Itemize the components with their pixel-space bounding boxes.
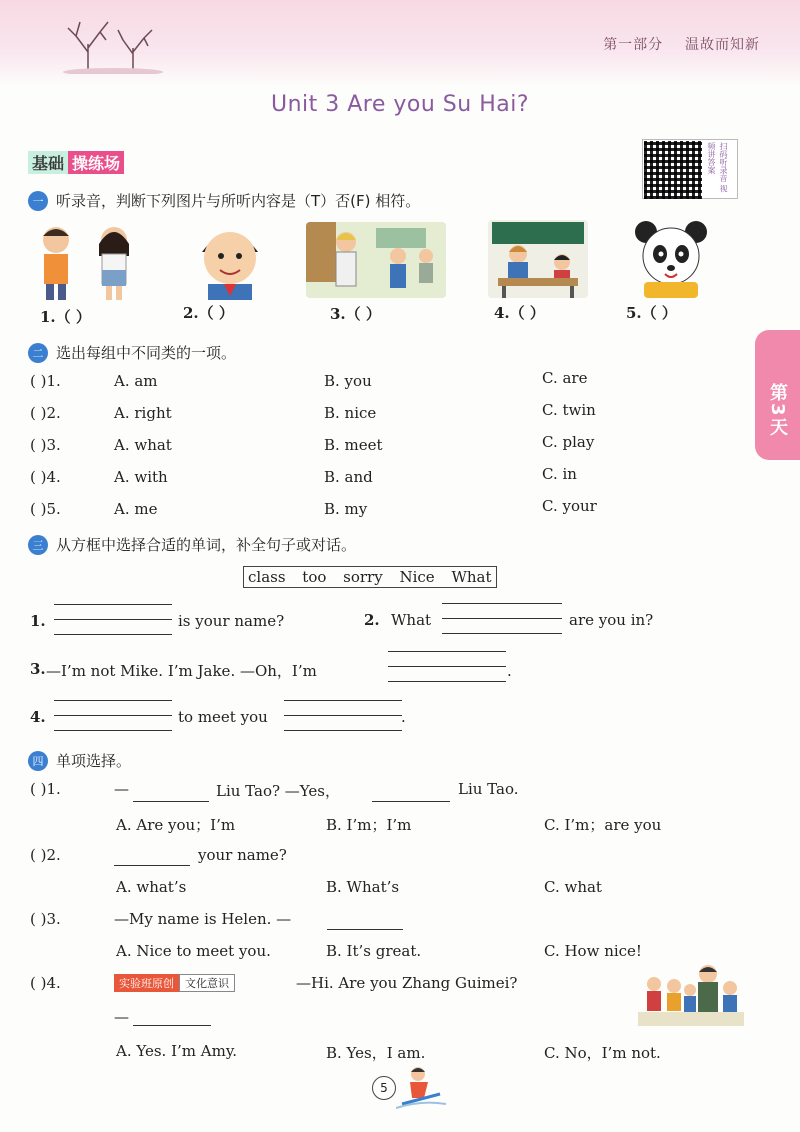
s3-q4-middle: to meet you: [178, 708, 268, 726]
section-2-text: 选出每组中不同类的一项。: [56, 344, 237, 362]
qr-code-icon[interactable]: [644, 141, 702, 199]
section-1-text: 听录音，判断下列图片与所听内容是（T）否(F) 相符。: [56, 192, 421, 210]
picture-two-kids: [26, 222, 146, 302]
s4-q1-blank-1[interactable]: [133, 784, 209, 802]
s2-row-3-paren[interactable]: ( )3.: [30, 436, 61, 454]
s2-row-1-c: C. are: [542, 369, 588, 387]
original-tag: 实验班原创: [114, 974, 179, 992]
s2-row-3-b: B. meet: [324, 436, 383, 454]
s3-q3-blank[interactable]: [388, 651, 506, 681]
s3-q1-number: 1.: [30, 612, 46, 630]
tree-illustration: [58, 14, 168, 74]
s4-q3-text: —My name is Helen. —: [114, 910, 292, 928]
day-side-tab: 第3天: [755, 330, 800, 460]
picture-boy-face: [190, 218, 270, 300]
picture-3-answer[interactable]: 3.（ ）: [330, 305, 381, 323]
picture-teacher-students: [638, 960, 744, 1026]
section-3-title: [28, 534, 356, 555]
section-1-number: 一: [28, 191, 48, 211]
s2-row-4-b: B. and: [324, 468, 373, 486]
s3-q2-blank[interactable]: [442, 603, 562, 633]
s4-q1-end: Liu Tao.: [458, 780, 519, 798]
s2-row-4-paren[interactable]: ( )4.: [30, 468, 61, 486]
s4-q1-dash: —: [114, 780, 129, 798]
section-3-number: 三: [28, 535, 48, 555]
s4-q4-text: —Hi. Are you Zhang Guimei?: [296, 974, 518, 992]
qr-code-box[interactable]: [642, 139, 738, 199]
s4-q3-paren[interactable]: ( )3.: [30, 910, 61, 928]
picture-1-answer[interactable]: 1.（ ）: [40, 308, 91, 326]
s3-q3-text: —I’m not Mike. I’m Jake. —Oh，I’m: [46, 662, 317, 680]
s4-q4-blank[interactable]: [133, 1008, 211, 1026]
s2-row-4-a: A. with: [114, 468, 168, 486]
s3-q4-blank-1[interactable]: [54, 700, 172, 730]
s2-row-2-paren[interactable]: ( )2.: [30, 404, 61, 422]
s4-q3-blank[interactable]: [327, 912, 403, 930]
s3-q4-blank-2[interactable]: [284, 700, 402, 730]
section-3-text: 从方框中选择合适的单词，补全句子或对话。: [56, 536, 357, 554]
section-1-title: [28, 190, 420, 211]
s3-q4-number: 4.: [30, 708, 46, 726]
s4-q2-option-a: A. what’s: [116, 878, 187, 896]
s2-row-5-b: B. my: [324, 500, 368, 518]
s3-q1-tail: is your name?: [178, 612, 285, 630]
s4-q4-paren[interactable]: ( )4.: [30, 974, 61, 992]
part-label: 第一部分: [603, 37, 664, 53]
section-2-number: 二: [28, 343, 48, 363]
s4-q1-option-b: B. I’m；I’m: [326, 816, 412, 834]
s2-row-5-paren[interactable]: ( )5.: [30, 500, 61, 518]
s4-q2-option-b: B. What’s: [326, 878, 400, 896]
s4-q2-text: your name?: [198, 846, 287, 864]
s3-q2-tail: are you in?: [569, 611, 654, 629]
s2-row-3-a: A. what: [114, 436, 172, 454]
s4-q3-option-b: B. It’s great.: [326, 942, 422, 960]
s4-q1-option-a: A. Are you；I’m: [116, 816, 236, 834]
s2-row-1-a: A. am: [114, 372, 158, 390]
word-box: class too sorry Nice What: [243, 566, 497, 588]
section-label: 温故而知新: [685, 37, 760, 53]
s2-row-2-b: B. nice: [324, 404, 377, 422]
s2-row-2-c: C. twin: [542, 401, 596, 419]
s2-row-5-a: A. me: [114, 500, 158, 518]
s4-q1-paren[interactable]: ( )1.: [30, 780, 61, 798]
s4-q3-option-c: C. How nice!: [544, 942, 642, 960]
s4-q4-tags: [114, 974, 235, 992]
skier-icon: [396, 1064, 446, 1110]
s2-row-2-a: A. right: [114, 404, 172, 422]
page-number: 5: [372, 1076, 396, 1100]
picture-panda: [630, 216, 712, 300]
picture-classroom-scene: [306, 222, 446, 298]
s4-q3-option-a: A. Nice to meet you.: [116, 942, 271, 960]
s2-row-1-paren[interactable]: ( )1.: [30, 372, 61, 390]
s4-q1-option-c: C. I’m；are you: [544, 816, 662, 834]
section-4-text: 单项选择。: [56, 752, 132, 770]
qr-caption: 扫码听录音 视频讲答案: [707, 142, 728, 193]
picture-4-answer[interactable]: 4.（ ）: [494, 304, 545, 322]
s2-row-5-c: C. your: [542, 497, 597, 515]
culture-tag: 文化意识: [179, 974, 235, 992]
s3-q3-number: 3.: [30, 660, 46, 678]
s4-q2-paren[interactable]: ( )2.: [30, 846, 61, 864]
badge-part2: 操练场: [68, 151, 124, 174]
picture-5-answer[interactable]: 5.（ ）: [626, 304, 677, 322]
page-title: Unit 3 Are you Su Hai?: [270, 92, 530, 117]
s3-q4-end: .: [401, 708, 406, 726]
s4-q2-blank[interactable]: [114, 848, 190, 866]
picture-student-desk: [488, 220, 588, 298]
s3-q2-head: What: [391, 611, 432, 629]
s4-q1-text: Liu Tao? —Yes，: [216, 782, 340, 800]
section-4-number: 四: [28, 751, 48, 771]
s4-q4-option-a: A. Yes. I’m Amy.: [116, 1042, 238, 1060]
badge-part1: 基础: [28, 151, 68, 174]
s3-q1-blank[interactable]: [54, 604, 172, 634]
s4-q4-option-c: C. No，I’m not.: [544, 1044, 661, 1062]
section-2-title: [28, 342, 236, 363]
s3-q2-number: 2.: [364, 611, 380, 629]
s4-q4-dash: —: [114, 1008, 129, 1026]
section-4-title: [28, 750, 131, 771]
s4-q1-blank-2[interactable]: [372, 784, 450, 802]
picture-2-answer[interactable]: 2.（ ）: [183, 304, 234, 322]
s2-row-4-c: C. in: [542, 465, 577, 483]
s2-row-3-c: C. play: [542, 433, 595, 451]
s2-row-1-b: B. you: [324, 372, 372, 390]
s3-q3-end: .: [507, 662, 512, 680]
basic-practice-badge: [28, 150, 124, 174]
s4-q2-option-c: C. what: [544, 878, 602, 896]
header-label: [603, 34, 760, 54]
s4-q4-option-b: B. Yes，I am.: [326, 1044, 426, 1062]
